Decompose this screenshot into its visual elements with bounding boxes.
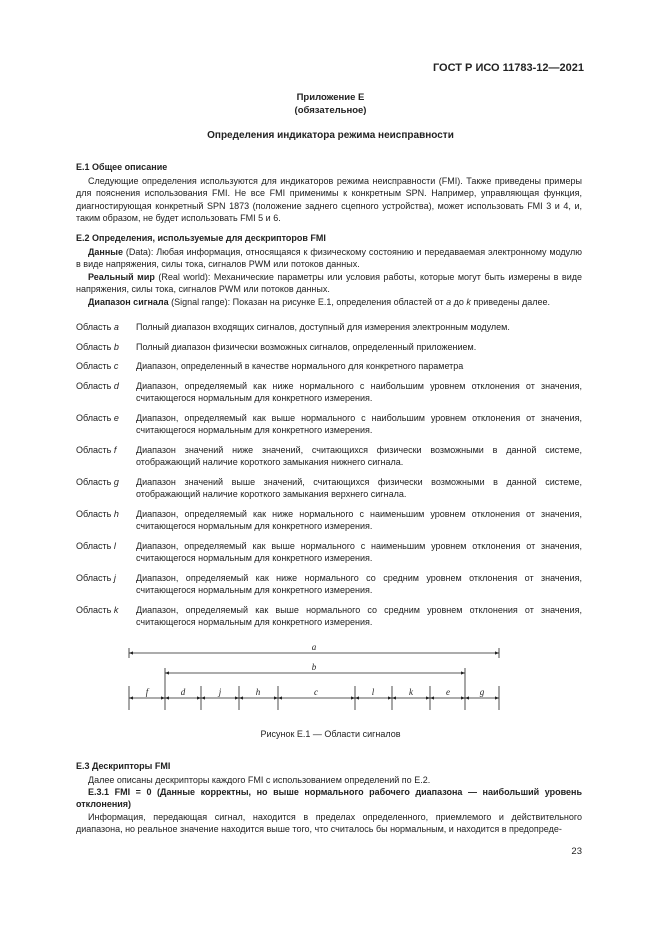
label-l: l [371, 687, 375, 697]
region-label: Область h [76, 509, 119, 519]
region-label: Область k [76, 605, 119, 615]
label-c: c [314, 687, 318, 697]
signal-range-definition [76, 296, 582, 308]
label-b: b [311, 662, 317, 672]
real-term: Реальный мир [88, 272, 155, 282]
annex-heading: Определения индикатора режима неисправности [207, 130, 454, 141]
region-label: Область d [76, 381, 119, 391]
section-e1-text: Следующие определения используются для индикаторов режима неисправности (FMI). Также приведены примеры для пояснения использования FMI. Не все FMI применимы к конкретным SPN. Например, управляющая функция, диагностирующая конкретный SPN 1873 (положение заднего сцепного устройства), может использовать FMI 3 и 4, и, таким образом, не будет использовать FMI 5 и 6. [76, 176, 582, 224]
region-desc: Полный диапазон физически возможных сигналов, определенный приложением. [136, 342, 477, 352]
region-label: Область c [76, 361, 119, 371]
section-e31-text: Информация, передающая сигнал, находится в пределах определенного, приемлемого и действительного диапазона, но реальное значение находится выше того, что считалось бы нормальным, и находится в предопреде- [76, 812, 582, 835]
label-d: d [180, 687, 186, 697]
region-desc: Диапазон, определяемый как выше нормального с наименьшим уровнем отклонения от значения, считающегося нормальным для конкретного измерения. [136, 541, 582, 564]
region-desc: Диапазон, определяемый как ниже нормального со средним уровнем отклонения от значения, считающегося нормальным для конкретного измерения. [136, 573, 582, 596]
range-to: k [466, 297, 471, 307]
data-definition [76, 246, 582, 271]
range-text-2: до [451, 297, 467, 307]
label-h: h [255, 687, 261, 697]
label-a: a [311, 642, 317, 652]
region-label: Область e [76, 413, 119, 423]
label-k: k [409, 687, 413, 697]
region-label: Область b [76, 342, 119, 352]
label-j: j [218, 687, 222, 697]
section-e1-title: E.1 Общее описание [76, 162, 168, 172]
region-desc: Диапазон значений выше значений, считающихся физически возможными в данной системе, отображающий наличие короткого замыкания верхнего сигнала. [136, 477, 582, 500]
region-desc: Диапазон, определенный в качестве нормального для конкретного параметра [136, 361, 464, 371]
data-term: Данные [88, 247, 123, 257]
region-label: Область f [76, 445, 117, 455]
range-text-1: (Signal range): Показан на рисунке E.1, определения областей от [168, 297, 447, 307]
region-desc: Диапазон, определяемый как ниже нормального с наибольшим уровнем отклонения от значения, считающегося нормальным для конкретного измерения. [136, 381, 582, 404]
standard-code: ГОСТ Р ИСО 11783-12—2021 [432, 62, 584, 74]
label-e: e [446, 687, 450, 697]
section-e3-intro: Далее описаны дескрипторы каждого FMI с использованием определений по E.2. [88, 775, 431, 785]
region-label: Область j [76, 573, 116, 583]
data-text: (Data): Любая информация, относящаяся к физическому состоянию и передаваемая электронному модулю в виде напряжения, силы тока, сигналов PWM или потоков данных. [76, 247, 582, 270]
real-text: (Real world): Механические параметры или условия работы, которые могут быть измерены в виде напряжения, силы тока, сигналов PWM или потоков данных. [76, 272, 582, 295]
section-e3-title: E.3 Дескрипторы FMI [76, 761, 171, 771]
region-desc: Диапазон, определяемый как ниже нормального с наименьшим уровнем отклонения от значения, считающегося нормальным для конкретного измерения. [136, 509, 582, 532]
annex-title: Приложение E [296, 92, 365, 103]
region-desc: Полный диапазон входящих сигналов, доступный для измерения электронным модулем. [136, 322, 510, 332]
page-number: 23 [571, 846, 582, 857]
figure-caption: Рисунок E.1 — Области сигналов [260, 729, 401, 739]
section-e31-title: E.3.1 FMI = 0 (Данные корректны, но выше нормального рабочего диапазона — наибольший уровень отклонения) [76, 787, 582, 810]
label-g: g [479, 687, 485, 697]
section-e2-title: E.2 Определения, используемые для дескрипторов FMI [76, 233, 326, 243]
annex-status: (обязательное) [294, 105, 367, 116]
label-f: f [145, 687, 149, 697]
signal-regions-figure [0, 640, 661, 720]
region-desc: Диапазон, определяемый как выше нормального с наибольшим уровнем отклонения от значения, считающегося нормальным для конкретного измерения. [136, 413, 582, 436]
region-label: Область a [76, 322, 119, 332]
range-term: Диапазон сигнала [88, 297, 169, 307]
range-from: a [446, 297, 452, 307]
region-label: Область l [76, 541, 116, 551]
real-world-definition [76, 271, 582, 296]
region-desc: Диапазон значений ниже значений, считающихся физически возможными в данной системе, отображающий наличие короткого замыкания нижнего сигнала. [136, 445, 582, 468]
region-label: Область g [76, 477, 119, 487]
range-text-3: приведены далее. [470, 297, 551, 307]
region-desc: Диапазон, определяемый как выше нормального со средним уровнем отклонения от значения, считающегося нормальным для конкретного измерения. [136, 605, 582, 628]
